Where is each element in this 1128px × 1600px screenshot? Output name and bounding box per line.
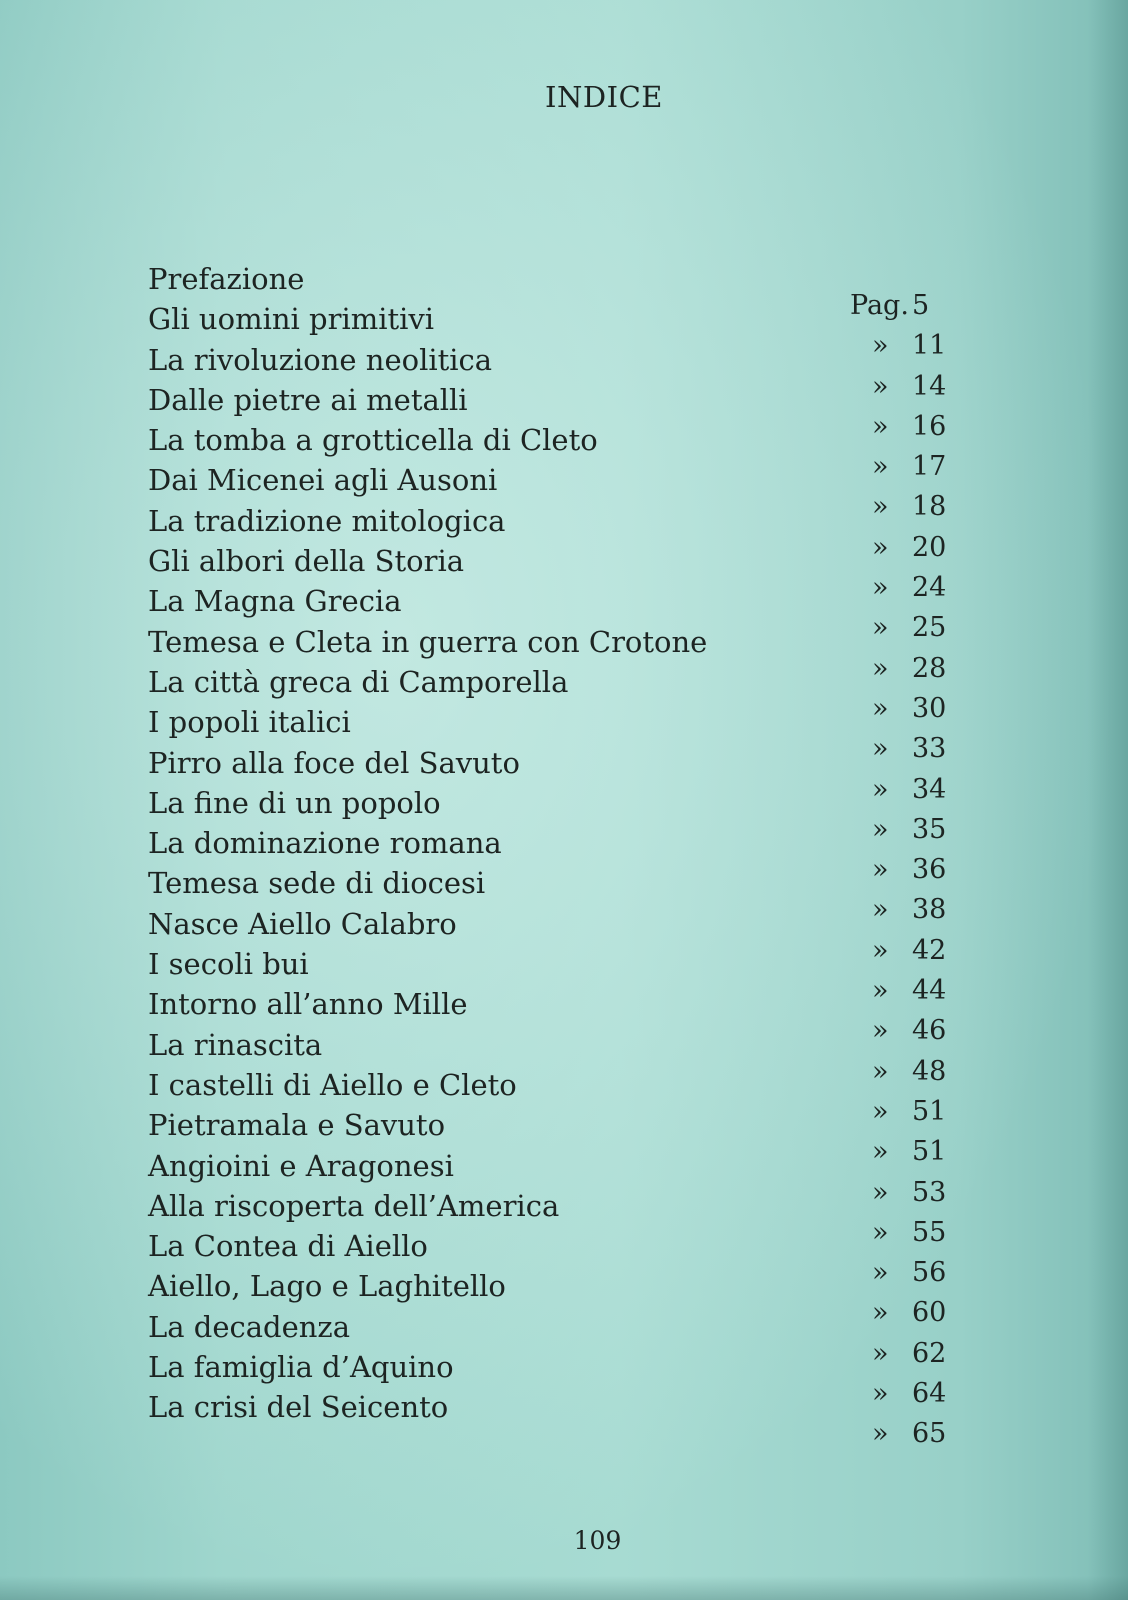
toc-entry-page-number: 51 — [912, 1095, 947, 1127]
toc-entry-page-number: 28 — [912, 652, 947, 684]
page-bottom-shadow — [0, 1576, 1128, 1600]
toc-entry-title: La crisi del Seicento — [148, 1390, 449, 1425]
toc-entry-page-number: 5 — [912, 290, 930, 321]
toc-entry-page-number: 38 — [912, 894, 947, 926]
ditto-mark: » — [872, 934, 889, 966]
toc-entry-page-number: 48 — [912, 1055, 947, 1087]
toc-entry-page-number: 46 — [912, 1015, 947, 1047]
toc-entry-title: La Contea di Aiello — [148, 1229, 428, 1264]
toc-entry-page-number: 16 — [912, 410, 947, 442]
toc-entry-page-number: 20 — [912, 531, 947, 563]
toc-entry-page-number: 64 — [912, 1378, 947, 1410]
toc-entry-title: Dalle pietre ai metalli — [148, 382, 468, 417]
toc-entry-title: Intorno all’anno Mille — [148, 987, 468, 1022]
ditto-mark: » — [872, 1297, 889, 1329]
ditto-mark: » — [872, 692, 889, 724]
ditto-mark: » — [872, 612, 889, 644]
toc-entry-page-number: 14 — [912, 370, 947, 402]
ditto-mark: » — [872, 370, 889, 402]
toc-entry-title: Gli albori della Storia — [148, 544, 465, 579]
ditto-mark: » — [872, 1337, 889, 1369]
toc-entry-page-number: 51 — [912, 1136, 947, 1168]
ditto-mark: » — [872, 1015, 889, 1047]
toc-entry-title: I popoli italici — [148, 705, 351, 740]
toc-entry-page-number: 44 — [912, 975, 947, 1007]
toc-entry-title: Aiello, Lago e Laghitello — [148, 1269, 506, 1304]
toc-entry-title: Nasce Aiello Calabro — [148, 906, 457, 941]
toc-entry-page-number: 53 — [912, 1176, 947, 1208]
ditto-mark: » — [872, 652, 889, 684]
toc-entry-title: I secoli bui — [148, 947, 309, 982]
toc-entry-page-number: 33 — [912, 733, 947, 765]
page-title: INDICE — [545, 80, 663, 114]
toc-entry-page-number: 25 — [912, 612, 947, 644]
ditto-mark: » — [872, 491, 889, 523]
ditto-mark: » — [872, 1176, 889, 1208]
toc-entry-page-ref — [872, 1418, 968, 1449]
toc-entry-page-number: 56 — [912, 1257, 947, 1289]
ditto-mark: » — [872, 451, 889, 483]
toc-entry-page-number: 60 — [912, 1297, 947, 1329]
ditto-mark: » — [872, 572, 889, 604]
toc-entry-title: Prefazione — [148, 262, 305, 296]
toc-entry-title: La Magna Grecia — [148, 584, 402, 619]
toc-entry-page-number: 17 — [912, 451, 947, 483]
toc-entry-page-number: 55 — [912, 1216, 947, 1248]
ditto-mark: » — [872, 813, 889, 845]
toc-entry-title: Temesa sede di diocesi — [148, 866, 486, 901]
page-number: 109 — [573, 1526, 622, 1555]
ditto-mark: » — [872, 1418, 889, 1450]
toc-entry-title: Alla riscoperta dell’America — [148, 1188, 560, 1223]
ditto-mark: » — [872, 854, 889, 886]
toc-entry-page-number: 42 — [912, 934, 947, 966]
toc-entry-page-number: 34 — [912, 773, 947, 805]
toc-entry-title: La tradizione mitologica — [148, 503, 506, 538]
toc-entry-title: La famiglia d’Aquino — [148, 1350, 454, 1385]
toc-entry-page-number: 35 — [912, 813, 947, 845]
ditto-mark: » — [872, 1136, 889, 1168]
page-edge-shadow — [1088, 0, 1128, 1600]
toc-entry-title: La decadenza — [148, 1309, 350, 1344]
toc-entry-title: La rivoluzione neolitica — [148, 342, 493, 377]
toc-entry-title: Pirro alla foce del Savuto — [148, 745, 520, 780]
ditto-mark: » — [872, 330, 889, 362]
ditto-mark: » — [872, 410, 889, 442]
ditto-mark: » — [872, 975, 889, 1007]
page-prefix: Pag. — [850, 290, 909, 321]
toc-entry-page-number: 36 — [912, 854, 947, 886]
toc-entry-title: La rinascita — [148, 1027, 323, 1062]
ditto-mark: » — [872, 894, 889, 926]
ditto-mark: » — [872, 1095, 889, 1127]
toc-entry-page-number: 62 — [912, 1337, 947, 1369]
ditto-mark: » — [872, 1378, 889, 1410]
toc-entry — [148, 1390, 978, 1450]
toc-entry-title: La dominazione romana — [148, 826, 502, 861]
toc-entry-title: La fine di un popolo — [148, 785, 441, 820]
ditto-mark: » — [872, 733, 889, 765]
toc-entry-title: Pietramala e Savuto — [148, 1108, 446, 1143]
toc-entry-title: Gli uomini primitivi — [148, 302, 435, 337]
toc-entry-title: I castelli di Aiello e Cleto — [148, 1067, 517, 1102]
toc-entry-title: Dai Micenei agli Ausoni — [148, 463, 498, 498]
toc-entry-title: La città greca di Camporella — [148, 664, 569, 699]
ditto-mark: » — [872, 1216, 889, 1248]
ditto-mark: » — [872, 531, 889, 563]
ditto-mark: » — [872, 773, 889, 805]
toc-entry-title: Angioini e Aragonesi — [148, 1148, 454, 1183]
toc-entry-page-number: 24 — [912, 572, 947, 604]
toc-entry-page-number: 11 — [912, 330, 947, 362]
table-of-contents — [148, 262, 978, 1450]
toc-entry-page-number: 18 — [912, 491, 947, 523]
toc-entry-page-number: 65 — [912, 1418, 947, 1450]
ditto-mark: » — [872, 1257, 889, 1289]
toc-entry-title: La tomba a grotticella di Cleto — [148, 423, 598, 458]
ditto-mark: » — [872, 1055, 889, 1087]
toc-entry-title: Temesa e Cleta in guerra con Crotone — [148, 624, 708, 659]
toc-entry-page-number: 30 — [912, 692, 947, 724]
